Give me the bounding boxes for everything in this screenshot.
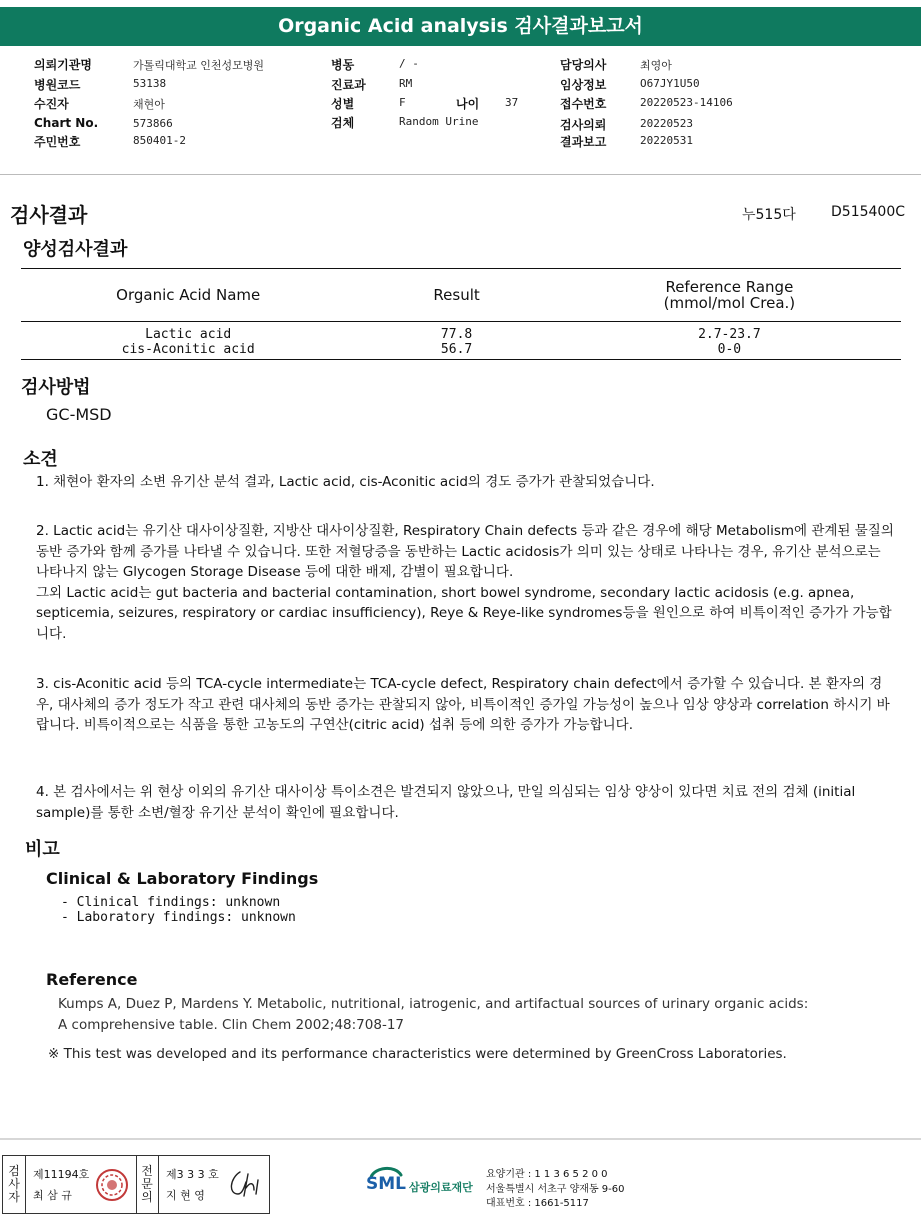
examiner-name: 최 삼 규 [33,1189,72,1202]
finding-paragraph-2b: 그외 Lactic acid는 gut bacteria and bacterial contamination, short bowel syndrome, secondary lactic acidosis (e.g. apnea, septicemia, seizures, respiratory or cardiac insufficiency), Reye & Reye-like syndromes등을 원인으로 하여 비특이적인 증가가 가능합니다. [36,584,892,642]
remarks-heading: 비고 [25,839,60,860]
table-row [21,342,901,360]
value-age: 37 [505,96,519,109]
header-reference-range-line2: (mmol/mol Crea.) [663,294,796,312]
results-table [21,268,901,360]
row-range: 0-0 [558,342,901,360]
label-sex: 성별 [331,97,355,111]
examiner-label-cell [3,1156,26,1213]
care-institution-code: 요양기관 : 1 1 3 6 5 2 0 0 [486,1169,608,1180]
examiner-cell [25,1156,137,1213]
patient-info-header [0,46,921,175]
label-report-date: 결과보고 [560,135,607,149]
row-result: 56.7 [355,342,557,360]
laboratory-findings-item: - Laboratory findings: unknown [61,910,296,925]
findings-heading: 소견 [23,449,58,470]
signature-box [2,1155,270,1214]
specialist-cell [158,1156,269,1213]
value-hospital-code: 53138 [133,77,167,90]
label-specimen: 검체 [331,116,355,130]
value-patient: 채현아 [133,98,165,111]
finding-paragraph-3: 3. cis-Aconitic acid 등의 TCA-cycle intermediate는 TCA-cycle defect, Respiratory chain defect에서 증가할 수 있습니다. 본 환자의 경우, 대사체의 증가 정도가 작고 관련 대사체의 동반 증가는 관찰되지 않아, 비특이적인 증가일 가능성이 높으나 임상 양상과 correlation 하시기 바랍니다. 비특이적으로는 식품을 통한 고농도의 구연산(citric acid) 섭취 등에 의한 증가가 가능합니다. [36,676,890,733]
footer-divider [0,1138,921,1140]
value-request-date: 20220523 [640,117,693,130]
report-code-1: 누515다 [742,207,796,223]
table-row [21,322,901,343]
examiner-label-char: 검 [8,1164,20,1178]
reference-heading: Reference [46,970,138,989]
method-heading: 검사방법 [21,377,91,398]
finding-paragraph-4: 4. 본 검사에서는 위 현상 이외의 유기산 대사이상 특이소견은 발견되지 않았으나, 만일 의심되는 임상 양상이 있다면 치료 전의 검체 (initial sample)를 통한 소변/혈장 유기산 분석이 확인에 필요합니다. [36,784,856,821]
value-resident-number: 850401-2 [133,134,186,147]
value-department: RM [399,77,413,90]
row-result: 77.8 [440,327,473,342]
value-requesting-institution: 가톨릭대학교 인천성모병원 [133,59,265,72]
row-acid-name: Lactic acid [145,327,232,342]
specialist-license-no: 제3 3 3 호 [166,1168,219,1181]
value-accession-number: 20220523-14106 [640,96,733,109]
report-code-2: D515400C [831,204,905,220]
row-range: 2.7-23.7 [698,327,761,342]
specialist-signature-icon [226,1168,264,1200]
label-resident-number: 주민번호 [34,135,81,149]
label-ward: 병동 [331,58,355,72]
organization-address: 서울특별시 서초구 양재동 9-60 [486,1184,625,1195]
examiner-license-no: 제11194호 [33,1168,90,1181]
specialist-label-char: 전 [141,1164,153,1178]
value-clinical-info: O67JY1U50 [640,77,700,90]
method-value: GC-MSD [46,405,112,424]
header-organic-acid-name: Organic Acid Name [21,269,355,322]
positive-results-heading: 양성검사결과 [23,239,128,260]
reference-line-2: A comprehensive table. Clin Chem 2002;48:708-17 [58,1017,405,1033]
examiner-label-char: 자 [8,1190,20,1204]
examiner-seal-icon [95,1168,129,1202]
value-chart-no: 573866 [133,117,173,130]
examiner-label-char: 사 [8,1177,20,1191]
specialist-label-cell [136,1156,159,1213]
disclaimer-note: ※ This test was developed and its performance characteristics were determined by GreenCross Laboratories. [48,1046,787,1062]
finding-paragraph-2a: 2. Lactic acid는 유기산 대사이상질환, 지방산 대사이상질환, Respiratory Chain defects 등과 같은 경우에 해당 Metabolism에 관계된 물질의 동반 증가와 함께 증가를 나타낼 수 있습니다. 또한 저혈당증을 동반하는 Lactic acidosis가 의미 있는 상태로 나타나는 경우, 유기산 분석으로는 나타나지 않는 Glycogen Storage Disease 등에 대한 배제, 감별이 필요합니다. [36,523,894,580]
results-heading: 검사결과 [10,203,88,227]
value-sex: F [399,96,406,109]
label-clinical-info: 임상정보 [560,78,607,92]
label-age: 나이 [456,97,480,111]
header-reference-range-line1: Reference Range [665,278,794,296]
value-specimen: Random Urine [399,115,479,128]
value-attending-doctor: 최영아 [640,59,672,72]
results-table-header [21,269,901,322]
label-requesting-institution: 의뢰기관명 [34,58,92,72]
label-request-date: 검사의뢰 [560,118,607,132]
label-accession-number: 접수번호 [560,97,607,111]
header-result: Result [355,269,557,322]
specialist-name: 지 현 영 [166,1189,205,1202]
finding-paragraph-2 [36,521,896,644]
label-attending-doctor: 담당의사 [560,58,607,72]
finding-paragraph-1: 1. 채현아 환자의 소변 유기산 분석 결과, Lactic acid, cis-Aconitic acid의 경도 증가가 관찰되었습니다. [36,474,655,490]
value-report-date: 20220531 [640,134,693,147]
row-acid-name: cis-Aconitic acid [21,342,355,360]
label-hospital-code: 병원코드 [34,78,81,92]
reference-line-1: Kumps A, Duez P, Mardens Y. Metabolic, nutritional, iatrogenic, and artifactual sources of urinary organic acids: [58,996,809,1012]
organization-phone: 대표번호 : 1661-5117 [486,1198,589,1209]
clinical-findings-item: - Clinical findings: unknown [61,895,281,910]
specialist-label-char: 문 [141,1177,153,1191]
label-department: 진료과 [331,78,366,92]
sml-logo-text: SML [366,1174,406,1194]
clinical-findings-heading: Clinical & Laboratory Findings [46,869,319,888]
report-title: Organic Acid analysis 검사결과보고서 [0,7,921,46]
organization-name: 삼광의료재단 [409,1181,473,1194]
value-ward: / - [399,57,419,70]
header-reference-range [558,269,901,322]
specialist-label-char: 의 [141,1190,153,1204]
label-patient: 수진자 [34,97,69,111]
label-chart-no: Chart No. [34,116,99,130]
